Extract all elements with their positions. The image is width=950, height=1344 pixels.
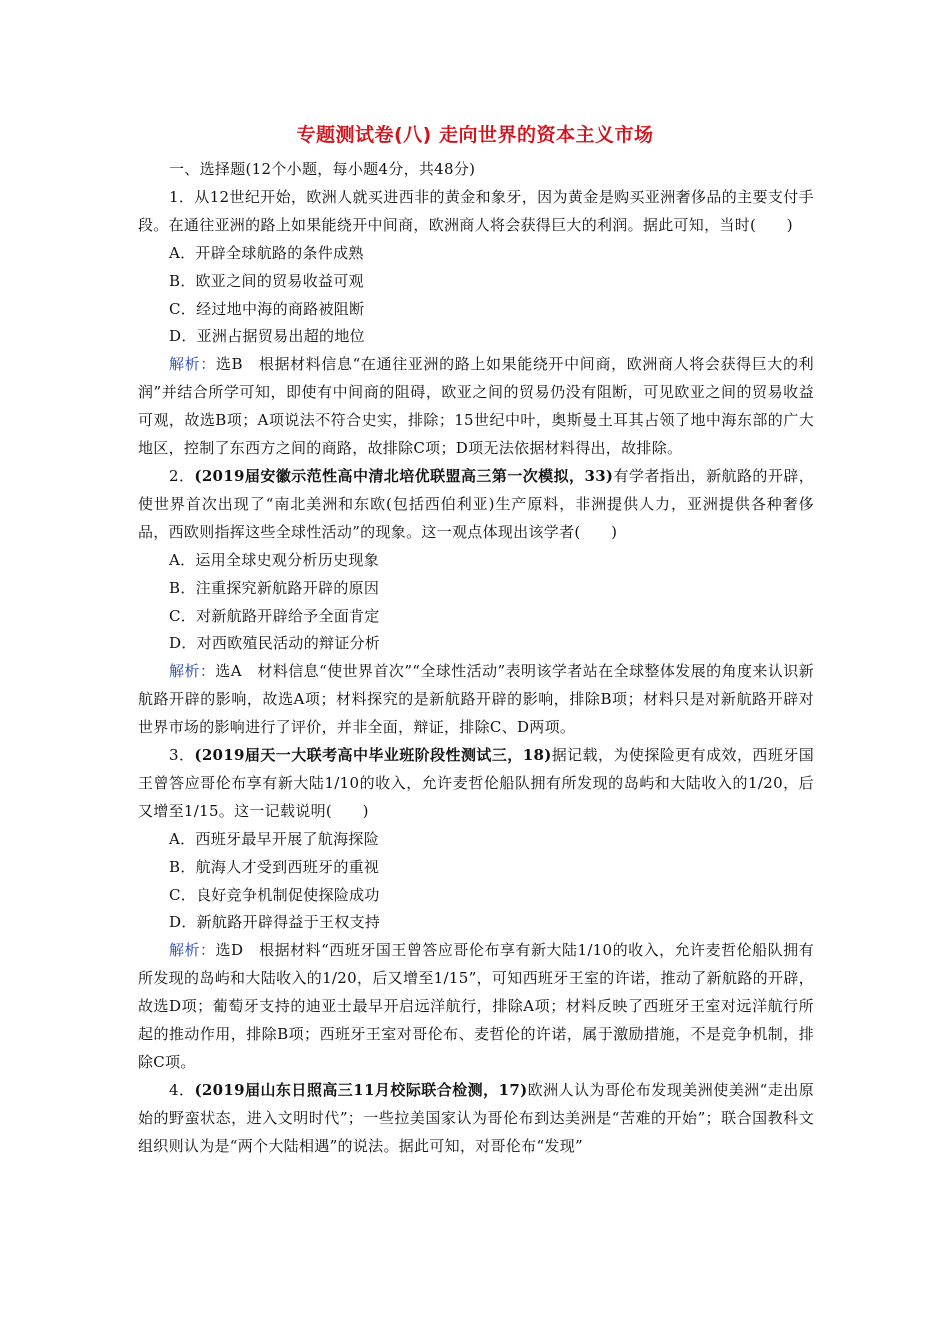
question-2-analysis — [138, 658, 814, 742]
option-d: D．亚洲占据贸易出超的地位 — [169, 327, 365, 346]
question-4-stem — [138, 1077, 814, 1161]
option-b: B．欧亚之间的贸易收益可观 — [169, 271, 364, 290]
option-b: B．航海人才受到西班牙的重视 — [169, 857, 380, 876]
option-b: B．注重探究新航路开辟的原因 — [169, 578, 380, 597]
question-1-analysis — [138, 351, 814, 463]
analysis-text: 选B 根据材料信息“在通往亚洲的路上如果能绕开中间商，欧洲商人将会获得巨大的利润”并结合所学可知，即使有中间商的阻碍，欧亚之间的贸易仍没有阻断，可见欧亚之间的贸易收益可观，故选B项；A项说法不符合史实，排除；15世纪中叶，奥斯曼土耳其占领了地中海东部的广大地区，控制了东西方之间的商路，故排除C项；D项无法依据材料得出，故排除。 — [138, 355, 814, 458]
option-c: C．良好竞争机制促使探险成功 — [169, 885, 380, 904]
question-number: 1． — [169, 187, 195, 206]
analysis-text: 选A 材料信息“使世界首次”“全球性活动”表明该学者站在全球整体发展的角度来认识新航路开辟的影响，故选A项；材料探究的是新航路开辟的影响，排除B项；材料只是对新航路开辟对世界市场的影响进行了评价，并非全面，辩证，排除C、D两项。 — [138, 662, 814, 737]
question-number: 3． — [169, 746, 195, 765]
question-source: (2019届山东日照高三11月校际联合检测，17) — [194, 1080, 528, 1099]
section-header: 一、选择题(12个小题，每小题4分，共48分) — [169, 160, 476, 178]
question-source: (2019届天一大联考高中毕业班阶段性测试三，18) — [194, 746, 552, 765]
option-a: A．西班牙最早开展了航海探险 — [169, 829, 380, 848]
question-text: 有学者指出，新航路的开辟，使世界首次出现了“南北美洲和东欧(包括西伯利亚)生产原料，非洲提供人力，亚洲提供各种奢侈品，西欧则指挥这些全球性活动”的现象。这一观点体现出该学者( ) — [138, 466, 814, 541]
analysis-label: 解析： — [169, 355, 216, 374]
question-2-stem — [138, 463, 814, 547]
option-a: A．运用全球史观分析历史现象 — [169, 550, 380, 569]
analysis-text: 选D 根据材料“西班牙国王曾答应哥伦布享有新大陆1/10的收入，允许麦哲伦船队拥有所发现的岛屿和大陆收入的1/20，后又增至1/15”，可知西班牙王室的许诺，推动了新航路的开辟，故选D项；葡萄牙支持的迪亚士最早开启远洋航行，排除A项；材料反映了西班牙王室对远洋航行所起的推动作用，排除B项；西班牙王室对哥伦布、麦哲伦的许诺，属于激励措施，不是竞争机制，排除C项。 — [138, 941, 814, 1071]
analysis-label: 解析： — [169, 662, 216, 681]
question-text: 从12世纪开始，欧洲人就买进西非的黄金和象牙，因为黄金是购买亚洲奢侈品的主要支付手段。在通往亚洲的路上如果能绕开中间商，欧洲商人将会获得巨大的利润。据此可知，当时( ) — [138, 187, 814, 234]
question-text: 据记载，为使探险更有成效，西班牙国王曾答应哥伦布享有新大陆1/10的收入，允许麦哲伦船队拥有所发现的岛屿和大陆收入的1/20，后又增至1/15。这一记载说明( ) — [138, 746, 814, 820]
option-d: D．新航路开辟得益于王权支持 — [169, 913, 381, 932]
question-number: 2． — [169, 466, 195, 485]
option-c: C．对新航路开辟给予全面肯定 — [169, 606, 380, 625]
option-d: D．对西欧殖民活动的辩证分析 — [169, 634, 381, 653]
page-title: 专题测试卷(八) 走向世界的资本主义市场 — [296, 124, 654, 146]
question-3-analysis — [138, 937, 814, 1077]
question-source: (2019届安徽示范性高中清北培优联盟高三第一次模拟，33) — [194, 466, 614, 485]
question-3-stem — [138, 742, 814, 826]
question-1-stem — [138, 184, 814, 240]
question-number: 4． — [169, 1080, 195, 1099]
analysis-label: 解析： — [169, 941, 216, 960]
option-c: C．经过地中海的商路被阻断 — [169, 299, 365, 318]
question-text: 欧洲人认为哥伦布发现美洲使美洲“走出原始的野蛮状态，进入文明时代”；一些拉美国家认为哥伦布到达美洲是“苦难的开始”；联合国教科文组织则认为是“两个大陆相遇”的说法。据此可知，对哥伦布“发现” — [138, 1080, 814, 1155]
option-a: A．开辟全球航路的条件成熟 — [169, 243, 364, 262]
document-body — [138, 156, 814, 1161]
